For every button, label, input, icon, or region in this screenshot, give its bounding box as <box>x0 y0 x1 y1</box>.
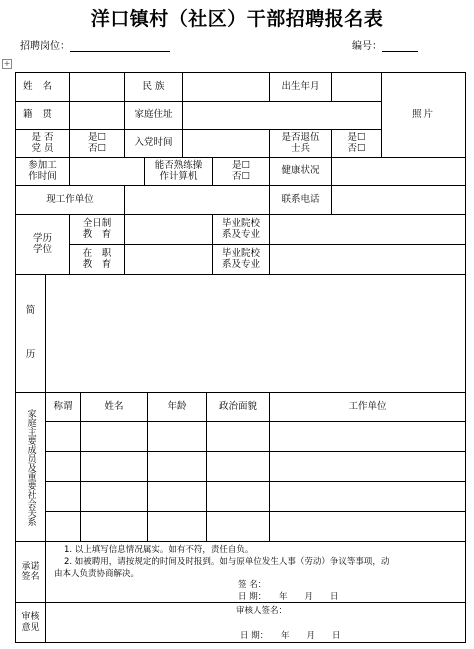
computer-no-checkbox[interactable]: 否☐ <box>231 170 251 182</box>
family-cell[interactable] <box>45 511 81 542</box>
inservice-edu-input[interactable] <box>124 244 213 275</box>
education-label: 学历 学位 <box>15 214 70 275</box>
pledge-date-line: 日 期： 年 月 日 <box>238 592 339 602</box>
number-field <box>352 37 418 52</box>
fulltime-school-label: 毕业院校 系及专业 <box>212 214 270 245</box>
family-cell[interactable] <box>206 421 270 452</box>
family-cell[interactable] <box>45 451 81 482</box>
ethnicity-label: 民 族 <box>124 72 183 102</box>
fulltime-school-input[interactable] <box>269 214 466 245</box>
family-cell[interactable] <box>206 511 270 542</box>
fulltime-edu-label: 全日制 教 育 <box>69 214 125 245</box>
family-cell[interactable] <box>80 451 148 482</box>
photo-label: 照片 <box>411 108 435 120</box>
family-cell[interactable] <box>269 451 466 482</box>
veteran-label: 是否退伍 士兵 <box>269 129 332 158</box>
family-cell[interactable] <box>45 481 81 512</box>
ethnicity-input[interactable] <box>182 72 270 102</box>
resume-label: 简 历 <box>15 274 46 393</box>
family-cell[interactable] <box>80 511 148 542</box>
join-party-time-input[interactable] <box>182 129 270 158</box>
health-input[interactable] <box>331 157 466 186</box>
family-cell[interactable] <box>206 481 270 512</box>
resume-input[interactable] <box>45 274 466 393</box>
family-col-relation: 称谓 <box>45 392 81 422</box>
family-col-age: 年龄 <box>147 392 207 422</box>
family-cell[interactable] <box>206 451 270 482</box>
inservice-edu-label: 在 职 教 育 <box>69 244 125 275</box>
name-label: 姓名 <box>15 72 70 102</box>
birth-input[interactable] <box>331 72 382 102</box>
review-label: 审核 意见 <box>15 602 46 643</box>
inservice-school-label: 毕业院校 系及专业 <box>212 244 270 275</box>
fulltime-edu-input[interactable] <box>124 214 213 245</box>
position-field <box>20 37 170 52</box>
party-yes-checkbox[interactable]: 是☐ <box>87 131 107 143</box>
reviewer-signature-label: 审核人签名： <box>236 606 288 616</box>
form-title: 洋口镇村（社区）干部招聘报名表 <box>90 8 384 30</box>
phone-label: 联系电话 <box>269 185 332 215</box>
birth-label: 出生年月 <box>269 72 332 102</box>
table-move-handle-icon[interactable]: + <box>3 59 11 68</box>
name-input[interactable] <box>69 72 125 102</box>
current-employer-input[interactable] <box>124 185 270 215</box>
pledge-item-1: 1. 以上填写信息情况属实。如有不符，责任自负。 <box>64 545 254 555</box>
family-cell[interactable] <box>80 481 148 512</box>
review-date-line: 日 期： 年 月 日 <box>240 631 341 641</box>
pledge-item-2: 2. 如被聘用，请按规定的时间及时报到。如与原单位发生人事（劳动）争议等事项，动 <box>64 557 390 567</box>
number-label: 编号： <box>352 41 382 52</box>
veteran-no-checkbox[interactable]: 否☐ <box>347 142 366 154</box>
family-cell[interactable] <box>269 511 466 542</box>
family-cell[interactable] <box>269 421 466 452</box>
health-label: 健康状况 <box>269 157 332 186</box>
pledge-item-2-cont: 由本人负责协商解决。 <box>54 569 140 579</box>
party-member-label: 是 否 党 员 <box>15 129 70 158</box>
family-cell[interactable] <box>269 481 466 512</box>
pledge-signature-label: 签 名： <box>238 580 267 590</box>
family-label: 家庭主要成员及重要社会关系 <box>15 392 46 542</box>
position-input[interactable] <box>70 40 170 52</box>
family-cell[interactable] <box>147 481 207 512</box>
current-employer-label: 现工作单位 <box>15 185 125 215</box>
family-col-employer: 工作单位 <box>269 392 466 422</box>
photo-box[interactable] <box>381 72 466 158</box>
phone-input[interactable] <box>331 185 466 215</box>
family-cell[interactable] <box>80 421 148 452</box>
party-member-options[interactable] <box>69 129 125 158</box>
party-no-checkbox[interactable]: 否☐ <box>87 142 107 154</box>
work-start-label: 参加工 作时间 <box>15 157 70 186</box>
family-cell[interactable] <box>147 421 207 452</box>
pledge-label: 承诺 签名 <box>15 541 46 603</box>
family-cell[interactable] <box>45 421 81 452</box>
address-input[interactable] <box>182 101 382 130</box>
inservice-school-input[interactable] <box>269 244 466 275</box>
computer-yes-checkbox[interactable]: 是☐ <box>231 159 251 171</box>
veteran-options[interactable] <box>331 129 382 158</box>
address-label: 家庭住址 <box>124 101 183 130</box>
work-start-input[interactable] <box>69 157 145 186</box>
family-cell[interactable] <box>147 511 207 542</box>
family-col-name: 姓名 <box>80 392 148 422</box>
number-input[interactable] <box>382 40 418 52</box>
native-place-label: 籍贯 <box>15 101 70 130</box>
computer-skill-options[interactable] <box>212 157 270 186</box>
computer-skill-label: 能否熟练操 作计算机 <box>144 157 213 186</box>
join-party-time-label: 入党时间 <box>124 129 183 158</box>
native-place-input[interactable] <box>69 101 125 130</box>
family-cell[interactable] <box>147 451 207 482</box>
position-label: 招聘岗位： <box>20 41 70 52</box>
family-col-politics: 政治面貌 <box>206 392 270 422</box>
veteran-yes-checkbox[interactable]: 是☐ <box>347 131 366 143</box>
